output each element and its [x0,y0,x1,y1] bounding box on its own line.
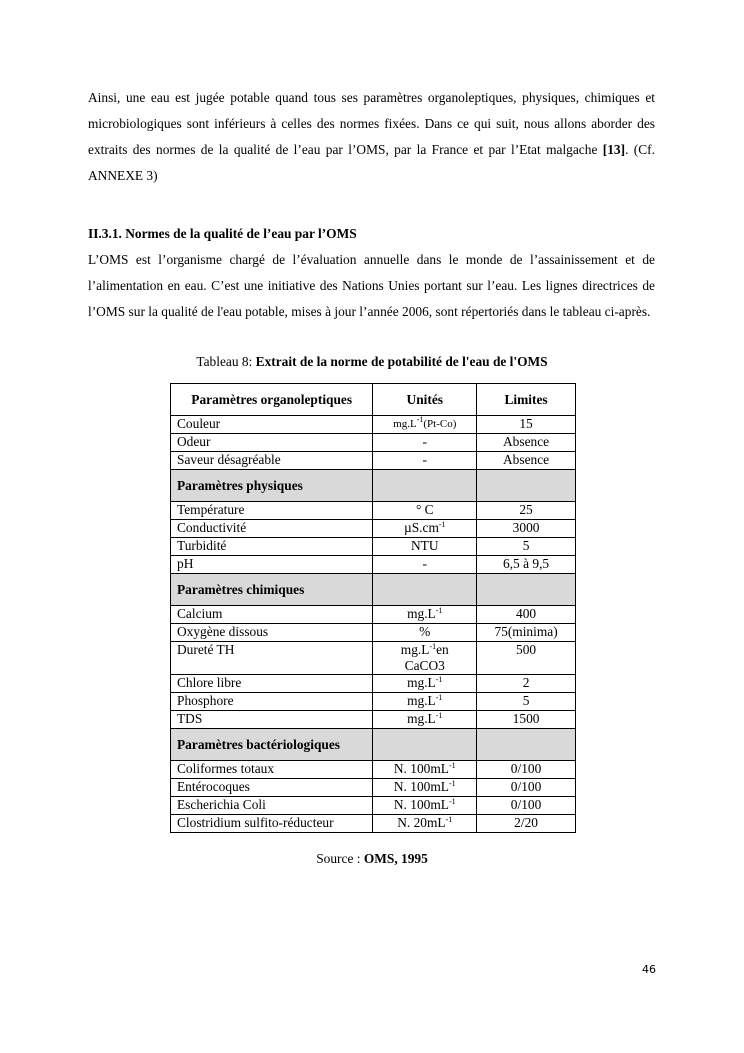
unit-cell [373,761,477,779]
section-empty-cell [373,574,477,606]
table-row [171,711,576,729]
parameter-cell: Chlore libre [171,675,373,693]
table-row [171,452,576,470]
table-row [171,779,576,797]
table-section-row [171,574,576,606]
parameter-cell: pH [171,556,373,574]
unit-cell [373,797,477,815]
unit-text: % [419,624,431,639]
unit-text: µS.cm [403,520,439,535]
parameter-cell: Température [171,502,373,520]
table-section-row [171,470,576,502]
intro-reference: [13] [602,142,626,157]
unit-exponent: -1 [435,711,443,720]
unit-cell [373,779,477,797]
unit-cell [373,538,477,556]
section-paragraph: L’OMS est l’organisme chargé de l’évaluation annuelle dans le monde de l’assainissement et de l’alimentation en eau. C’est une initiative des Nations Unies portant sur l’eau. Les lignes directrices de l’OMS sur la qualité de l'eau potable, mises à jour l’année 2006, sont répertoriés dans le tableau ci-après. [88,252,655,319]
unit-exponent: -1 [435,675,443,684]
parameter-cell: Couleur [171,416,373,434]
intro-tail: . (Cf. ANNEXE 3) [88,142,655,183]
norms-table [170,383,576,833]
norms-table-body [171,384,576,833]
unit-exponent: -1 [438,520,446,529]
limit-cell: Absence [477,434,576,452]
parameter-cell: Escherichia Coli [171,797,373,815]
table-row [171,642,576,675]
unit-cell [373,711,477,729]
parameter-cell: Dureté TH [171,642,373,675]
unit-exponent: -1 [448,797,456,806]
unit-cell [373,606,477,624]
caption-prefix: Tableau 8: [196,354,256,369]
section-title: Paramètres physiques [171,470,373,502]
unit-text: - [422,434,427,449]
unit-cell [373,416,477,434]
table-row [171,761,576,779]
unit-text: N. 100mL [393,779,449,794]
section-title: Paramètres bactériologiques [171,729,373,761]
section-empty-cell [477,729,576,761]
unit-suffix: (Pt-Co) [423,418,457,430]
limit-cell: 3000 [477,520,576,538]
unit-cell [373,452,477,470]
table-row [171,815,576,833]
table-row [171,675,576,693]
unit-cell [373,556,477,574]
unit-exponent: -1 [448,779,456,788]
unit-exponent: -1 [445,815,453,824]
section-heading: II.3.1. Normes de la qualité de l’eau par l’OMS [88,226,357,241]
unit-exponent: -1 [429,642,437,651]
limit-cell: 5 [477,693,576,711]
limit-cell: 0/100 [477,779,576,797]
parameter-cell: Entérocoques [171,779,373,797]
unit-cell [373,675,477,693]
table-row [171,606,576,624]
parameter-cell: Turbidité [171,538,373,556]
header-limit: Limites [477,384,576,416]
unit-text: N. 100mL [393,797,449,812]
limit-cell: 2/20 [477,815,576,833]
page-number: 46 [642,963,656,976]
parameter-cell: Calcium [171,606,373,624]
table-row [171,797,576,815]
table-row [171,624,576,642]
section-empty-cell [477,470,576,502]
table-row [171,434,576,452]
unit-text: mg.L [407,711,436,726]
table-source [0,851,744,867]
unit-exponent: -1 [416,415,424,424]
unit-exponent: -1 [435,606,443,615]
parameter-cell: TDS [171,711,373,729]
unit-cell [373,642,477,675]
unit-text: mg.L [393,418,417,430]
limit-cell: 25 [477,502,576,520]
source-prefix: Source : [316,851,364,866]
limit-cell: Absence [477,452,576,470]
limit-cell: 15 [477,416,576,434]
limit-cell: 400 [477,606,576,624]
section-title: Paramètres chimiques [171,574,373,606]
parameter-cell: Saveur désagréable [171,452,373,470]
parameter-cell: Conductivité [171,520,373,538]
limit-cell: 0/100 [477,797,576,815]
table-caption [0,354,744,370]
source-name: OMS, 1995 [363,851,428,866]
limit-cell: 500 [477,642,576,675]
limit-cell: 6,5 à 9,5 [477,556,576,574]
parameter-cell: Odeur [171,434,373,452]
table-row [171,502,576,520]
limit-cell: 0/100 [477,761,576,779]
unit-text: - [422,452,427,467]
unit-cell [373,434,477,452]
section-empty-cell [373,470,477,502]
parameter-cell: Phosphore [171,693,373,711]
unit-text: - [422,556,427,571]
unit-suffix: en CaCO3 [404,642,449,673]
limit-cell: 2 [477,675,576,693]
caption-title: Extrait de la norme de potabilité de l'eau de l'OMS [255,354,548,369]
section-empty-cell [373,729,477,761]
intro-text: Ainsi, une eau est jugée potable quand tous ses paramètres organoleptiques, physiques, chimiques et microbiologiques sont inférieurs à celles des normes fixées. Dans ce qui suit, nous allons aborder des extraits des normes de la qualité de l’eau par l’OMS, par la France et par l’Etat malgache [88,90,655,157]
section-empty-cell [477,574,576,606]
limit-cell: 75(minima) [477,624,576,642]
unit-text: mg.L [407,675,436,690]
unit-text: mg.L [407,606,436,621]
header-parameter: Paramètres organoleptiques [171,384,373,416]
unit-text: N. 100mL [393,761,449,776]
limit-cell: 5 [477,538,576,556]
parameter-cell: Oxygène dissous [171,624,373,642]
unit-exponent: -1 [435,693,443,702]
table-row [171,520,576,538]
unit-text: ° C [415,502,434,517]
unit-text: mg.L [407,693,436,708]
unit-text: N. 20mL [397,815,446,830]
intro-paragraph [88,85,655,189]
unit-cell [373,624,477,642]
limit-cell: 1500 [477,711,576,729]
table-header-row [171,384,576,416]
table-row [171,556,576,574]
table-row [171,416,576,434]
parameter-cell: Coliformes totaux [171,761,373,779]
unit-text: NTU [410,538,439,553]
unit-cell [373,520,477,538]
header-unit: Unités [373,384,477,416]
table-row [171,693,576,711]
table-section-row [171,729,576,761]
table-row [171,538,576,556]
unit-cell [373,502,477,520]
unit-exponent: -1 [448,761,456,770]
unit-cell [373,693,477,711]
unit-cell [373,815,477,833]
unit-text: mg.L [400,642,430,657]
parameter-cell: Clostridium sulfito-réducteur [171,815,373,833]
